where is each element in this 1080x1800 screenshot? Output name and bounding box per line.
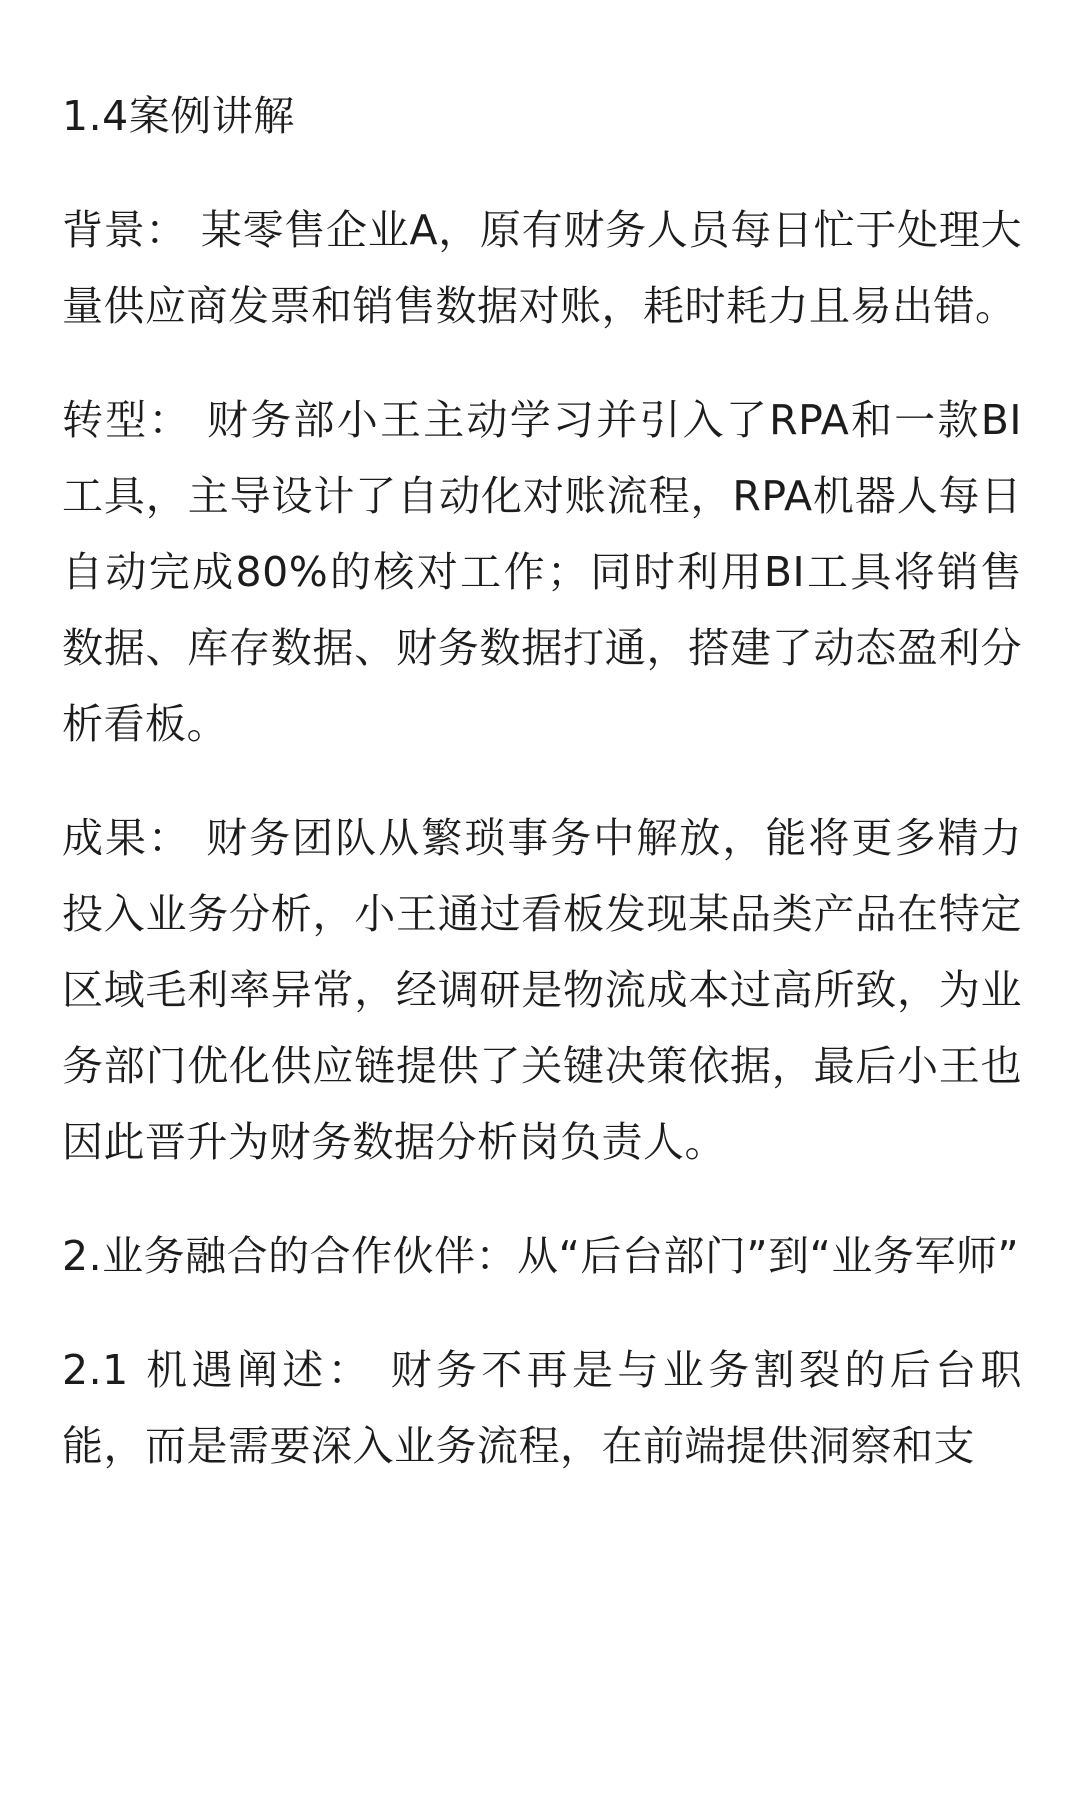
article-body (62, 78, 1022, 1484)
background-paragraph: 背景： 某零售企业A，原有财务人员每日忙于处理大量供应商发票和销售数据对账，耗时耗力且易出错。 (62, 206, 1022, 330)
section-1-4-heading: 1.4案例讲解 (62, 92, 295, 140)
section-2-1-paragraph: 2.1 机遇阐述： 财务不再是与业务割裂的后台职能，而是需要深入业务流程，在前端提供洞察和支 (62, 1346, 1022, 1470)
section-2-heading: 2.业务融合的合作伙伴：从“后台部门”到“业务军师” (62, 1232, 1020, 1280)
transformation-paragraph: 转型： 财务部小王主动学习并引入了RPA和一款BI工具，主导设计了自动化对账流程，RPA机器人每日自动完成80%的核对工作；同时利用BI工具将销售数据、库存数据、财务数据打通，搭建了动态盈利分析看板。 (62, 396, 1022, 748)
results-paragraph: 成果： 财务团队从繁琐事务中解放，能将更多精力投入业务分析，小王通过看板发现某品类产品在特定区域毛利率异常，经调研是物流成本过高所致，为业务部门优化供应链提供了关键决策依据，最后小王也因此晋升为财务数据分析岗负责人。 (62, 814, 1022, 1166)
